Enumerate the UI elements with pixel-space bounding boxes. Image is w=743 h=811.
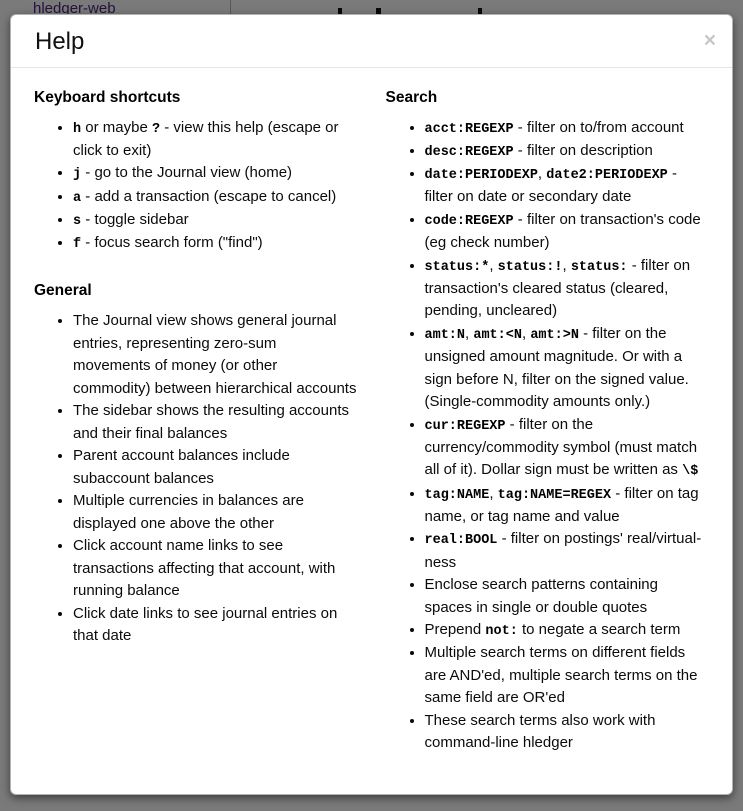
help-list-item: • Multiple search terms on different fields are AND'ed, multiple search terms on the same field are OR'ed	[425, 642, 710, 710]
modal-title: Help	[35, 28, 85, 55]
code-term: not:	[485, 624, 518, 640]
help-list-item: • Prepend not: to negate a search term	[425, 619, 710, 642]
code-term: amt:<N	[473, 327, 522, 343]
help-list-item: • date:PERIODEXP, date2:PERIODEXP - filter on date or secondary date	[425, 163, 710, 209]
code-term: \$	[682, 464, 699, 480]
help-list-item: • f - focus search form ("find")	[73, 232, 358, 255]
code-term: desc:REGEXP	[424, 144, 514, 160]
code-term: ?	[151, 121, 161, 137]
code-term: a	[73, 190, 82, 206]
code-term: tag:NAME	[424, 487, 490, 503]
code-term: date:PERIODEXP	[424, 168, 538, 184]
help-list-item: • Click account name links to see transactions affecting that account, with running balance	[73, 535, 358, 603]
help-modal	[10, 14, 733, 795]
help-list-item: • amt:N, amt:<N, amt:>N - filter on the unsigned amount magnitude. Or with a sign before N, filter on the signed value. (Single-commodity amounts only.)	[425, 323, 710, 414]
modal-header	[11, 15, 732, 68]
code-term: amt:>N	[530, 327, 579, 343]
modal-body	[11, 68, 732, 789]
help-list-item: • Enclose search patterns containing spaces in single or double quotes	[425, 574, 710, 619]
code-term: amt:N	[424, 327, 466, 343]
help-section	[386, 89, 710, 755]
help-list-item: • real:BOOL - filter on postings' real/virtual-ness	[425, 528, 710, 574]
code-term: cur:REGEXP	[424, 418, 506, 434]
help-list	[34, 117, 358, 256]
code-term: tag:NAME=REGEX	[497, 487, 612, 503]
section-heading: General	[34, 282, 92, 300]
help-section	[34, 282, 358, 648]
code-term: status:	[570, 259, 628, 275]
help-list-item: • These search terms also work with command-line hledger	[425, 710, 710, 755]
close-icon[interactable]: ×	[703, 29, 716, 52]
help-list-item: • Click date links to see journal entries on that date	[73, 603, 358, 648]
help-list-item: • status:*, status:!, status: - filter on transaction's cleared status (cleared, pending, uncleared)	[425, 255, 710, 323]
help-list-item: • acct:REGEXP - filter on to/from account	[425, 117, 710, 140]
code-term: j	[73, 167, 82, 183]
section-heading: Keyboard shortcuts	[34, 88, 181, 106]
code-term: f	[73, 237, 82, 253]
help-list	[386, 117, 710, 755]
code-term: s	[73, 213, 82, 229]
help-list-item: • tag:NAME, tag:NAME=REGEX - filter on tag name, or tag name and value	[425, 483, 710, 529]
help-list-item: • Multiple currencies in balances are displayed one above the other	[73, 490, 358, 535]
code-term: status:!	[497, 259, 563, 275]
section-heading: Search	[385, 88, 438, 106]
code-term: status:*	[424, 259, 490, 275]
help-list-item: • desc:REGEXP - filter on description	[425, 140, 710, 163]
help-list	[34, 310, 358, 648]
help-list-item: • s - toggle sidebar	[73, 209, 358, 232]
code-term: date2:PERIODEXP	[546, 168, 668, 184]
help-list-item: • cur:REGEXP - filter on the currency/commodity symbol (must match all of it). Dollar sign must be written as \$	[425, 414, 710, 483]
help-list-item: • Parent account balances include subaccount balances	[73, 445, 358, 490]
help-list-item: • h or maybe ? - view this help (escape or click to exit)	[73, 117, 358, 163]
help-list-item: • The Journal view shows general journal entries, representing zero-sum movements of money (or other commodity) between hierarchical accounts	[73, 310, 358, 400]
help-list-item: • The sidebar shows the resulting accounts and their final balances	[73, 400, 358, 445]
code-term: code:REGEXP	[424, 213, 514, 229]
help-section	[34, 89, 358, 256]
help-list-item: • code:REGEXP - filter on transaction's code (eg check number)	[425, 209, 710, 255]
help-list-item: • a - add a transaction (escape to cancel)	[73, 186, 358, 209]
code-term: acct:REGEXP	[424, 121, 514, 137]
help-list-item: • j - go to the Journal view (home)	[73, 162, 358, 185]
code-term: h	[73, 121, 82, 137]
code-term: real:BOOL	[424, 533, 498, 549]
help-column-right	[378, 81, 718, 765]
help-column-left	[26, 81, 366, 765]
